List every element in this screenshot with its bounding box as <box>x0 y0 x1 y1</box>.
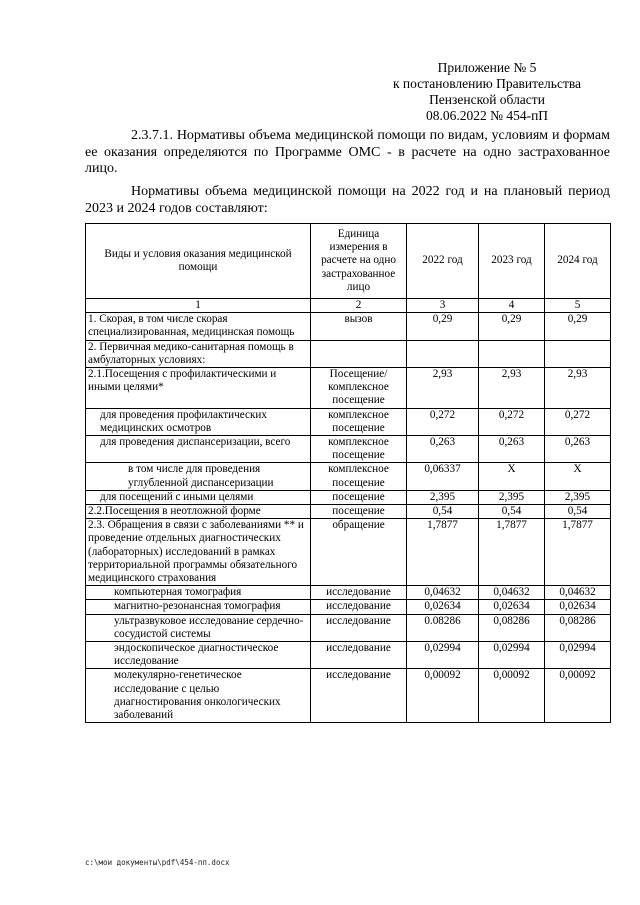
value-2024 <box>545 340 611 367</box>
row-unit: исследование <box>311 669 407 723</box>
row-unit: исследование <box>311 642 407 669</box>
table-row <box>86 642 611 669</box>
table-header-row <box>86 224 611 299</box>
table-row <box>86 614 611 641</box>
document-header <box>380 60 594 124</box>
row-unit: посещение <box>311 490 407 504</box>
value-2022: 0,02634 <box>407 600 479 614</box>
value-2023: Х <box>479 463 545 490</box>
value-2024: 0,54 <box>545 505 611 519</box>
table-row <box>86 463 611 490</box>
value-2022: 0,04632 <box>407 586 479 600</box>
value-2023: 0,02634 <box>479 600 545 614</box>
column-number: 4 <box>479 299 545 313</box>
value-2023: 2,395 <box>479 490 545 504</box>
row-name: 2. Первичная медико-санитарная помощь в амбулаторных условиях: <box>86 340 311 367</box>
table-row <box>86 340 611 367</box>
row-name: эндоскопическое диагностическое исследование <box>86 642 311 669</box>
value-2022: 0.08286 <box>407 614 479 641</box>
value-2024: 0,00092 <box>545 669 611 723</box>
header-unit: Единица измерения в расчете на одно застрахованное лицо <box>311 224 407 299</box>
value-2022: 0,272 <box>407 408 479 435</box>
column-number: 3 <box>407 299 479 313</box>
row-unit <box>311 340 407 367</box>
row-unit: комплексное посещение <box>311 436 407 463</box>
header-kind: Виды и условия оказания медицинской помощи <box>86 224 311 299</box>
value-2022: 0,02994 <box>407 642 479 669</box>
row-unit: посещение <box>311 505 407 519</box>
value-2022: 2,395 <box>407 490 479 504</box>
row-unit: Посещение/ комплексное посещение <box>311 368 407 409</box>
row-name: ультразвуковое исследование сердечно-сосудистой системы <box>86 614 311 641</box>
value-2022: 0,54 <box>407 505 479 519</box>
value-2024: Х <box>545 463 611 490</box>
row-unit: вызов <box>311 313 407 340</box>
header-2024: 2024 год <box>545 224 611 299</box>
table-row <box>86 519 611 586</box>
header-date-number: 08.06.2022 № 454-пП <box>425 108 549 123</box>
value-2022: 2,93 <box>407 368 479 409</box>
value-2024: 0,29 <box>545 313 611 340</box>
row-unit: обращение <box>311 519 407 586</box>
column-number-row <box>86 299 611 313</box>
paragraph-intro: 2.3.7.1. Нормативы объема медицинской помощи по видам, условиям и формам ее оказания определяются по Программе ОМС - в расчете на одно застрахованное лицо. <box>85 128 610 176</box>
value-2024: 0,02634 <box>545 600 611 614</box>
value-2024: 2,93 <box>545 368 611 409</box>
table-row <box>86 669 611 723</box>
table-row <box>86 436 611 463</box>
value-2024: 0,263 <box>545 436 611 463</box>
row-name: 1. Скорая, в том числе скорая специализированная, медицинская помощь <box>86 313 311 340</box>
file-path-footer: c:\мои документы\pdf\454-пп.docx <box>85 858 230 867</box>
value-2022: 1,7877 <box>407 519 479 586</box>
table-row <box>86 600 611 614</box>
table-row <box>86 505 611 519</box>
value-2023: 0,00092 <box>479 669 545 723</box>
value-2024: 0,272 <box>545 408 611 435</box>
value-2023: 0,54 <box>479 505 545 519</box>
column-number: 1 <box>86 299 311 313</box>
header-2022: 2022 год <box>407 224 479 299</box>
value-2023: 1,7877 <box>479 519 545 586</box>
value-2024: 0,02994 <box>545 642 611 669</box>
row-name: для проведения диспансеризации, всего <box>86 436 311 463</box>
norms-table <box>85 223 611 723</box>
row-name: молекулярно-генетическое исследование с целью диагностирования онкологических заболеваний <box>86 669 311 723</box>
column-number: 5 <box>545 299 611 313</box>
value-2022: 0,06337 <box>407 463 479 490</box>
row-unit: исследование <box>311 586 407 600</box>
value-2023: 0,04632 <box>479 586 545 600</box>
value-2022: 0,00092 <box>407 669 479 723</box>
row-name: компьютерная томография <box>86 586 311 600</box>
row-name: 2.1.Посещения с профилактическими и иными целями* <box>86 368 311 409</box>
row-name: для проведения профилактических медицинских осмотров <box>86 408 311 435</box>
value-2022: 0,263 <box>407 436 479 463</box>
header-2023: 2023 год <box>479 224 545 299</box>
header-appendix: Приложение № 5 <box>437 60 537 75</box>
column-number: 2 <box>311 299 407 313</box>
row-unit: комплексное посещение <box>311 463 407 490</box>
table-row <box>86 313 611 340</box>
row-name: магнитно-резонансная томография <box>86 600 311 614</box>
row-unit: исследование <box>311 600 407 614</box>
row-unit: исследование <box>311 614 407 641</box>
value-2023: 0,272 <box>479 408 545 435</box>
row-name: в том числе для проведения углубленной диспансеризации <box>86 463 311 490</box>
value-2023: 2,93 <box>479 368 545 409</box>
paragraph-norms: Нормативы объема медицинской помощи на 2022 год и на плановый период 2023 и 2024 годов составляют: <box>85 184 610 216</box>
value-2024: 2,395 <box>545 490 611 504</box>
value-2022 <box>407 340 479 367</box>
table-row <box>86 408 611 435</box>
row-name: для посещений с иными целями <box>86 490 311 504</box>
table-row <box>86 586 611 600</box>
value-2023: 0,08286 <box>479 614 545 641</box>
row-name: 2.3. Обращения в связи с заболеваниями ** и проведение отдельных диагностических (лабораторных) исследований в рамках территориальной программы обязательного медицинского страхования <box>86 519 311 586</box>
header-region: Пензенской области <box>429 92 545 107</box>
value-2024: 1,7877 <box>545 519 611 586</box>
value-2023 <box>479 340 545 367</box>
table-row <box>86 490 611 504</box>
value-2024: 0,08286 <box>545 614 611 641</box>
table-row <box>86 368 611 409</box>
value-2023: 0,263 <box>479 436 545 463</box>
row-name: 2.2.Посещения в неотложной форме <box>86 505 311 519</box>
value-2022: 0,29 <box>407 313 479 340</box>
value-2023: 0,02994 <box>479 642 545 669</box>
row-unit: комплексное посещение <box>311 408 407 435</box>
value-2023: 0,29 <box>479 313 545 340</box>
header-resolution: к постановлению Правительства <box>392 76 582 91</box>
value-2024: 0,04632 <box>545 586 611 600</box>
